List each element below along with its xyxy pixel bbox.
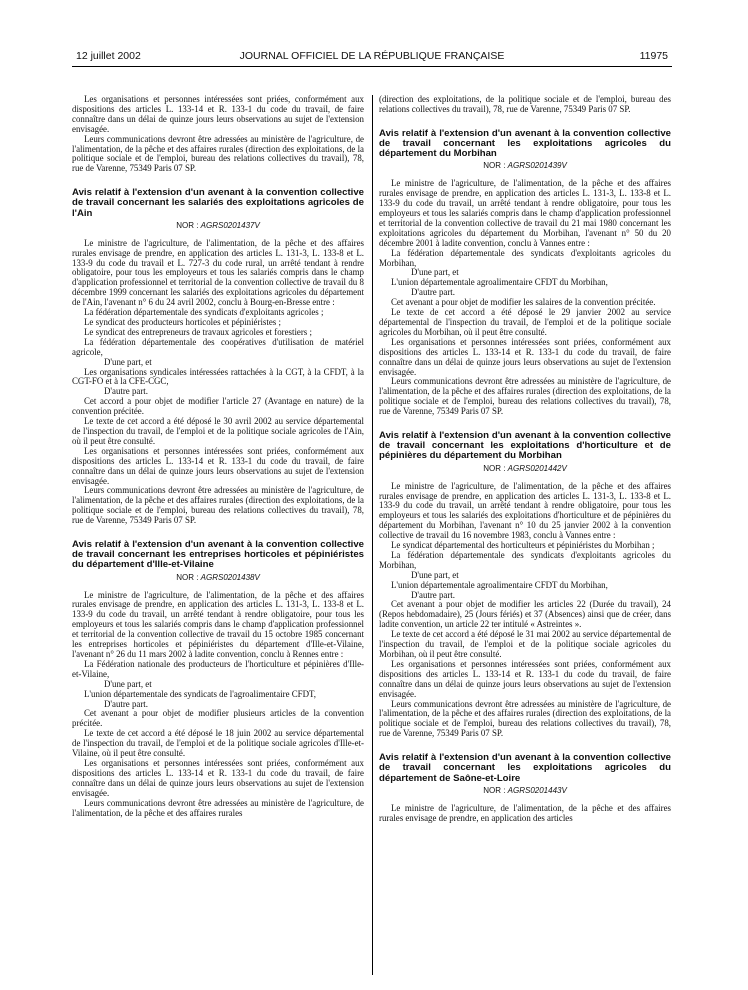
nor-code: AGRS0201442V [507,463,567,473]
paragraph: Les organisations syndicales intéressées rattachées à la CGT, à la CFDT, à la CGT-FO et à la CFE-CGC, [72,366,364,387]
article-morbihan-horticulture [379,431,671,739]
paragraph: Le ministre de l'agriculture, de l'alimentation, de la pêche et des affaires rurales envisage de prendre, en application des articles [379,802,671,823]
article-saone-et-loire [379,753,671,823]
paragraph: Le texte de cet accord a été déposé le 29 janvier 2002 au service départemental de l'inspection du travail, de l'emploi et de la politique sociale agricoles du Morbihan, où il peut être consulté. [379,307,671,337]
header-page-number: 11975 [639,50,668,62]
paragraph: Cet avenant a pour objet de modifier plusieurs articles de la convention précitée. [72,708,364,729]
paragraph: D'une part, et [104,356,152,367]
nor-reference [72,221,364,231]
paragraph: L'union départementale des syndicats de l'agroalimentaire CFDT, [84,688,316,699]
header-date: 12 juillet 2002 [76,50,141,62]
paragraph: Cet avenant a pour objet de modifier les salaires de la convention précitée. [391,297,656,308]
header-rule [72,66,672,67]
nor-code: AGRS0201437V [200,220,260,230]
article-title: Avis relatif à l'extension d'un avenant à la convention collective de travail concernant les exploitations agricoles du département du Morbihan [379,127,671,160]
paragraph: La fédération départementale des syndicats d'exploitants agricoles du Morbihan, [379,247,671,268]
right-column [379,95,671,823]
paragraph: D'une part, et [411,267,459,278]
nor-reference [379,786,671,796]
paragraph: L'union départementale agroalimentaire CFDT du Morbihan, [391,579,608,590]
paragraph: Le texte de cet accord a été déposé le 18 juin 2002 au service départemental de l'inspection du travail, de l'emploi et de la politique sociale agricoles d'Ille-et-Vilaine, où il peut être consulté. [72,728,364,759]
nor-code: AGRS0201439V [507,161,567,171]
paragraph: Le ministre de l'agriculture, de l'alimentation, de la pêche et des affaires rurales envisage de prendre, en application des articles L. 131-3, L. 133-8 et L. 133-9 du code du travail, un arrêté tendant à rendre obligatoire, pour tous les employeurs et tous les salariés compris dans le champ d'application professionnel et territorial de la convention collective de travail du 21 mai 1980 concernant les exploitations agricoles du département du Morbihan, l'avenant n° 50 du 20 décembre 2001 à ladite convention, conclu à Vannes entre : [379,178,671,248]
paragraph: La Fédération nationale des producteurs de l'horticulture et pépinières d'Ille-et-Vilaine, [72,658,364,679]
nor-code: AGRS0201438V [200,572,260,582]
paragraph: Le texte de cet accord a été déposé le 31 mai 2002 au service départemental de l'inspection du travail, de l'emploi et de la politique sociale agricoles du Morbihan, où il peut être consulté. [379,629,671,659]
nor-reference [72,573,364,583]
article-ain [72,188,364,526]
paragraph: Les organisations et personnes intéressées sont priées, conformément aux dispositions des articles L. 133-14 et R. 133-1 du code du travail, de faire connaître dans un délai de quinze jours leurs observations au sujet de l'extension envisagée. [72,94,364,134]
paragraph: Les organisations et personnes intéressées sont priées, conformément aux dispositions des articles L. 133-14 et R. 133-1 du code du travail, de faire connaître dans un délai de quinze jours leurs observations au sujet de l'extension envisagée. [379,336,671,377]
paragraph: La fédération départementale des coopératives d'utilisation de matériel agricole, [72,336,364,357]
header-title: JOURNAL OFFICIEL DE LA RÉPUBLIQUE FRANÇAISE [239,50,505,62]
article-morbihan-exploitations [379,129,671,417]
paragraph: Les organisations et personnes intéressées sont priées, conformément aux dispositions des articles L. 133-14 et R. 133-1 du code du travail, de faire connaître dans un délai de quinze jours leurs observations au sujet de l'extension envisagée. [379,658,671,699]
paragraph: D'une part, et [411,569,459,580]
paragraph: Cet avenant a pour objet de modifier les articles 22 (Durée du travail), 24 (Repos hebdomadaire), 25 (Jours fériés) et 37 (Absences) ainsi que de créer, dans ladite convention, un article 22 ter intitulé « Astreintes ». [379,599,671,630]
paragraph: Le texte de cet accord a été déposé le 30 avril 2002 au service départemental de l'inspection du travail, de l'emploi et de la politique sociale agricoles de l'Ain, où il peut être consulté. [72,416,364,446]
paragraph: Le syndicat départemental des horticulteurs et pépiniéristes du Morbihan ; [391,540,655,551]
paragraph: Le ministre de l'agriculture, de l'alimentation, de la pêche et des affaires rurales envisage de prendre, en application des articles L. 131-3, L. 133-8 et L. 133-9 du code du travail, un arrêté tendant à rendre obligatoire, pour tous les employeurs et tous les salariés des exploitations d'horticulture et de pépinières du département du Morbihan, l'avenant n° 10 du 25 janvier 2002 à la convention collective de travail du 16 novembre 1983, conclu à Vannes entre : [379,480,671,541]
paragraph: D'autre part. [411,589,455,600]
paragraph: Les organisations et personnes intéressées sont priées, conformément aux dispositions des articles L. 133-14 et R. 133-1 du code du travail, de faire connaître dans un délai de quinze jours leurs observations au sujet de l'extension envisagée. [72,757,364,798]
nor-reference [379,464,671,474]
paragraph: Le ministre de l'agriculture, de l'alimentation, de la pêche et des affaires rurales envisage de prendre, en application des articles L. 131-3, L. 133-8 et L. 133-9 du code du travail et L. 727-3 du code rural, un arrêté tendant à rendre obligatoire, pour tous les employeurs et tous les salariés compris dans le champ d'application professionnel et territorial de la convention collective de travail du 8 décembre 1999 concernant les salariés des exploitations agricoles du département de l'Ain, l'avenant n° 6 du 24 avril 2002, conclu à Bourg-en-Bresse entre : [72,237,364,308]
article-title: Avis relatif à l'extension d'un avenant à la convention collective de travail concernant les exploitations agricoles du département de Saône-et-Loire [379,752,671,784]
page-header [76,50,668,64]
column-divider [372,95,373,975]
paragraph: Le syndicat des producteurs horticoles et pépiniéristes ; [84,317,281,328]
paragraph: Leurs communications devront être adressées au ministère de l'agriculture, de l'alimentation, de la pêche et des affaires rurales (direction des exploitations, de la politique sociale et de l'emploi, bureau des relations collectives du travail), 78, rue de Varenne, 75349 Paris 07 SP. [379,376,671,417]
article-ille-et-vilaine [72,540,364,818]
nor-label: NOR : [483,463,506,473]
paragraph: D'autre part. [104,386,148,397]
paragraph: Leurs communications devront être adressées au ministère de l'agriculture, de l'alimentation, de la pêche et des affaires rurales (direction des exploitations, de la politique sociale et de l'emploi, bureau des relations collectives du travail), 78, rue de Varenne, 75349 Paris 07 SP. [379,698,671,739]
paragraph: La fédération départementale des syndicats d'exploitants agricoles ; [84,307,324,318]
paragraph: Le ministre de l'agriculture, de l'alimentation, de la pêche et des affaires rurales envisage de prendre, en application des articles L. 131-3, L. 133-8 et L. 133-9 du code du travail, un arrêté tendant à rendre obligatoire, pour tous les employeurs et tous les salariés compris dans le champ d'application professionnel et territorial de la convention collective de travail du 15 octobre 1985 concernant les entreprises horticoles et pépiniéristes du département d'Ille-et-Vilaine, l'avenant n° 26 du 11 mars 2002 à ladite convention, conclu à Rennes entre : [72,589,364,659]
nor-label: NOR : [176,572,199,582]
paragraph: D'une part, et [104,678,152,689]
nor-label: NOR : [176,220,199,230]
paragraph: Leurs communications devront être adressées au ministère de l'agriculture, de l'alimentation, de la pêche et des affaires rurales [72,797,364,818]
paragraph: (direction des exploitations, de la politique sociale et de l'emploi, bureau des relations collectives du travail), 78, rue de Varenne, 75349 Paris 07 SP. [379,94,671,114]
paragraph: Cet accord a pour objet de modifier l'article 27 (Avantage en nature) de la convention précitée. [72,396,364,417]
nor-label: NOR : [483,785,506,795]
paragraph: L'union départementale agroalimentaire CFDT du Morbihan, [391,277,608,288]
article-title: Avis relatif à l'extension d'un avenant à la convention collective de travail concernant les salariés des exploitations agricoles de l'Ain [72,187,364,219]
article-title: Avis relatif à l'extension d'un avenant à la convention collective de travail concernant les exploitations d'horticulture et de pépinières du département du Morbihan [379,430,671,462]
nor-reference [379,161,671,171]
paragraph: Le syndicat des entrepreneurs de travaux agricoles et forestiers ; [84,326,312,337]
paragraph: La fédération départementale des syndicats d'exploitants agricoles du Morbihan, [379,549,671,570]
article-title: Avis relatif à l'extension d'un avenant à la convention collective de travail concernant les entreprises horticoles et pépiniéristes du département d'Ille-et-Vilaine [72,539,364,571]
paragraph: D'autre part. [411,287,455,298]
paragraph: Les organisations et personnes intéressées sont priées, conformément aux dispositions des articles L. 133-14 et R. 133-1 du code du travail, de faire connaître dans un délai de quinze jours leurs observations au sujet de l'extension envisagée. [72,445,364,486]
nor-label: NOR : [483,161,506,171]
paragraph: D'autre part. [104,698,148,709]
paragraph: Leurs communications devront être adressées au ministère de l'agriculture, de l'alimentation, de la pêche et des affaires rurales (direction des exploitations, de la politique sociale et de l'emploi, bureau des relations collectives du travail), 78, rue de Varenne, 75349 Paris 07 SP. [72,485,364,526]
paragraph: Leurs communications devront être adressées au ministère de l'agriculture, de l'alimentation, de la pêche et des affaires rurales (direction des exploitations, de la politique sociale et de l'emploi, bureau des relations collectives du travail), 78, rue de Varenne, 75349 Paris 07 SP. [72,133,364,174]
nor-code: AGRS0201443V [507,785,567,795]
left-column [72,95,364,818]
